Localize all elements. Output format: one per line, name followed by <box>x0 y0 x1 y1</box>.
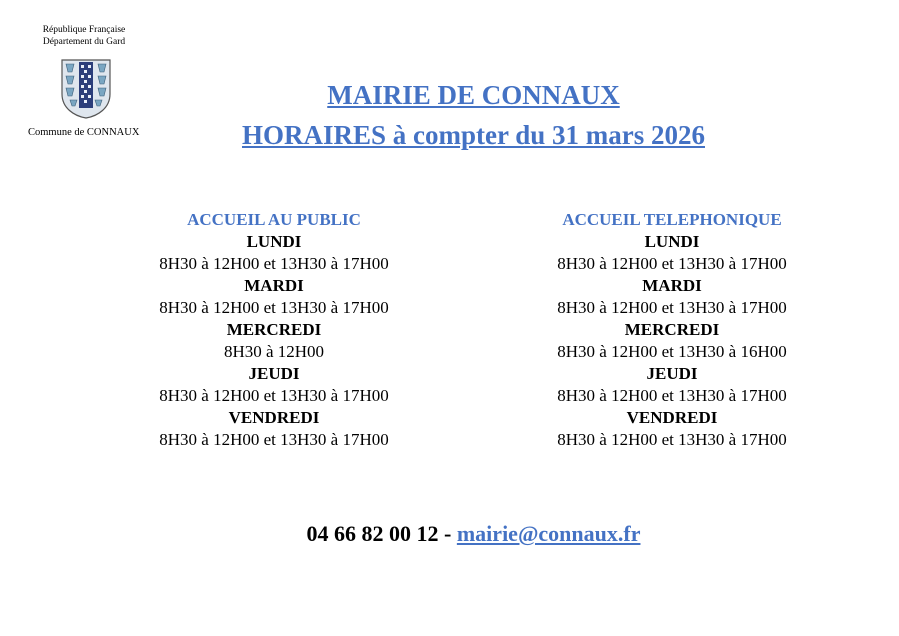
phone-hours-thursday: 8H30 à 12H00 et 13H30 à 17H00 <box>557 386 787 405</box>
page-subtitle: HORAIRES à compter du 31 mars 2026 <box>241 120 705 150</box>
contact-line <box>0 521 899 547</box>
phone-day-wednesday: MERCREDI <box>624 320 720 339</box>
letterhead <box>28 24 158 138</box>
public-hours-column <box>124 209 424 451</box>
phone-hours-friday: 8H30 à 12H00 et 13H30 à 17H00 <box>557 430 787 449</box>
public-hours-wednesday: 8H30 à 12H00 <box>223 342 325 361</box>
commune-label: Commune de CONNAUX <box>28 127 140 138</box>
phone-hours-heading: ACCUEIL TELEPHONIQUE <box>562 210 782 229</box>
phone-hours-column <box>522 209 822 451</box>
public-day-friday: VENDREDI <box>228 408 320 427</box>
phone-day-tuesday: MARDI <box>642 276 702 295</box>
phone-number: 04 66 82 00 12 <box>306 521 439 546</box>
contact-separator: - <box>438 521 457 546</box>
public-hours-heading: ACCUEIL AU PUBLIC <box>187 210 361 229</box>
public-hours-tuesday: 8H30 à 12H00 et 13H30 à 17H00 <box>159 298 389 317</box>
public-hours-friday: 8H30 à 12H00 et 13H30 à 17H00 <box>159 430 389 449</box>
phone-hours-tuesday: 8H30 à 12H00 et 13H30 à 17H00 <box>557 298 787 317</box>
phone-day-thursday: JEUDI <box>646 364 698 383</box>
public-day-monday: LUNDI <box>246 232 302 251</box>
public-hours-monday: 8H30 à 12H00 et 13H30 à 17H00 <box>159 254 389 273</box>
phone-hours-wednesday: 8H30 à 12H00 et 13H30 à 16H00 <box>557 342 787 361</box>
public-day-thursday: JEUDI <box>248 364 300 383</box>
public-day-wednesday: MERCREDI <box>226 320 322 339</box>
phone-hours-monday: 8H30 à 12H00 et 13H30 à 17H00 <box>557 254 787 273</box>
republique-francaise-label: République Française <box>42 25 126 35</box>
phone-day-friday: VENDREDI <box>626 408 718 427</box>
page-title: MAIRIE DE CONNAUX <box>327 80 620 110</box>
phone-day-monday: LUNDI <box>644 232 700 251</box>
departement-label: Département du Gard <box>42 37 126 47</box>
email-link[interactable]: mairie@connaux.fr <box>456 521 641 546</box>
public-hours-thursday: 8H30 à 12H00 et 13H30 à 17H00 <box>159 386 389 405</box>
public-day-tuesday: MARDI <box>244 276 304 295</box>
